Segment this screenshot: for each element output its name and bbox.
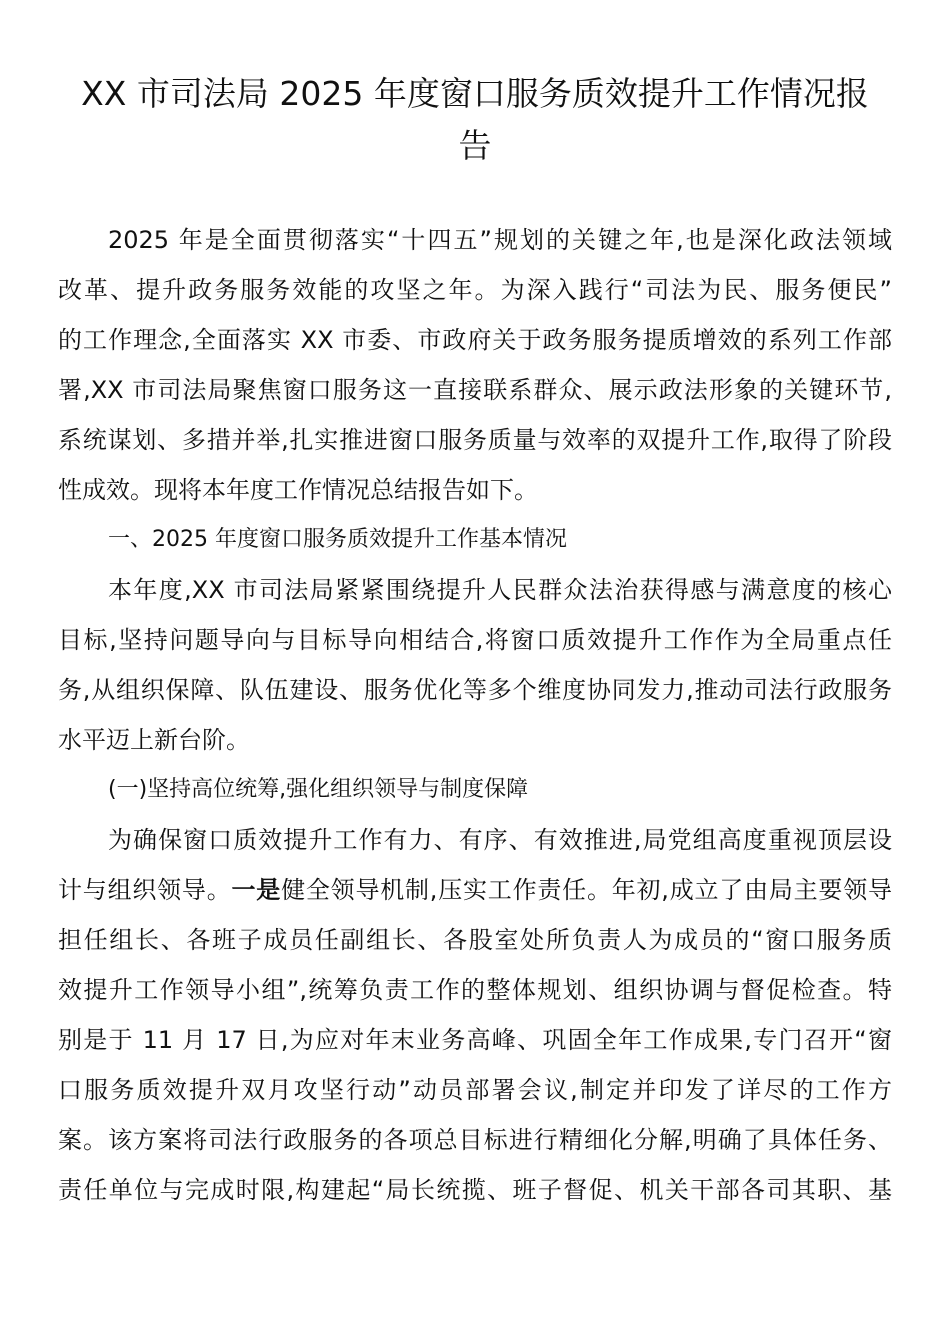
section-heading-1 — [58, 515, 892, 565]
document-body — [58, 215, 892, 1215]
heading-text: 一、2025 年度窗口服务质效提升工作基本情况 — [108, 527, 567, 552]
text-line: 的工作理念,全面落实 XX 市委、市政府关于政务服务提质增效的系列工作部 — [58, 326, 892, 354]
text-suffix: 健全领导机制,压实工作责任。年初,成立了由局主要领导 — [281, 876, 893, 904]
subheading-text: (一)坚持高位统筹,强化组织领导与制度保障 — [108, 777, 529, 802]
text-line: 水平迈上新台阶。 — [58, 726, 250, 754]
text-line: 目标,坚持问题导向与目标导向相结合,将窗口质效提升工作作为全局重点任 — [58, 626, 892, 654]
text-line: 口服务质效提升双月攻坚行动”动员部署会议,制定并印发了详尽的工作方 — [58, 1076, 892, 1104]
text-line: 责任单位与完成时限,构建起“局长统揽、班子督促、机关干部各司其职、基 — [58, 1176, 892, 1204]
title-line-2: 告 — [458, 126, 492, 165]
text-line: 性成效。现将本年度工作情况总结报告如下。 — [58, 476, 538, 504]
section-subheading-1 — [58, 765, 892, 815]
text-line: 改革、提升政务服务效能的攻坚之年。为深入践行“司法为民、服务便民” — [58, 276, 892, 304]
title-line-1: XX 市司法局 2025 年度窗口服务质效提升工作情况报 — [81, 74, 869, 113]
text-line: 担任组长、各班子成员任副组长、各股室处所负责人为成员的“窗口服务质 — [58, 926, 892, 954]
document-title — [58, 68, 892, 172]
text-line: 署,XX 市司法局聚焦窗口服务这一直接联系群众、展示政法形象的关键环节, — [58, 376, 892, 404]
text-line: 为确保窗口质效提升工作有力、有序、有效推进,局党组高度重视顶层设 — [108, 826, 892, 854]
text-prefix: 计与组织领导。 — [58, 876, 232, 904]
text-line-mixed — [58, 865, 892, 915]
text-line: 本年度,XX 市司法局紧紧围绕提升人民群众法治获得感与满意度的核心 — [108, 576, 892, 604]
text-line: 别是于 11 月 17 日,为应对年末业务高峰、巩固全年工作成果,专门召开“窗 — [58, 1026, 892, 1054]
paragraph-organization — [58, 815, 892, 1215]
paragraph-intro — [58, 215, 892, 515]
text-line: 案。该方案将司法行政服务的各项总目标进行精细化分解,明确了具体任务、 — [58, 1126, 892, 1154]
text-line: 2025 年是全面贯彻落实“十四五”规划的关键之年,也是深化政法领域 — [108, 226, 892, 254]
text-line: 系统谋划、多措并举,扎实推进窗口服务质量与效率的双提升工作,取得了阶段 — [58, 426, 892, 454]
paragraph-overview — [58, 565, 892, 765]
bold-emphasis: 一是 — [231, 876, 282, 904]
text-line: 务,从组织保障、队伍建设、服务优化等多个维度协同发力,推动司法行政服务 — [58, 676, 892, 704]
text-line: 效提升工作领导小组”,统筹负责工作的整体规划、组织协调与督促检查。特 — [58, 976, 892, 1004]
